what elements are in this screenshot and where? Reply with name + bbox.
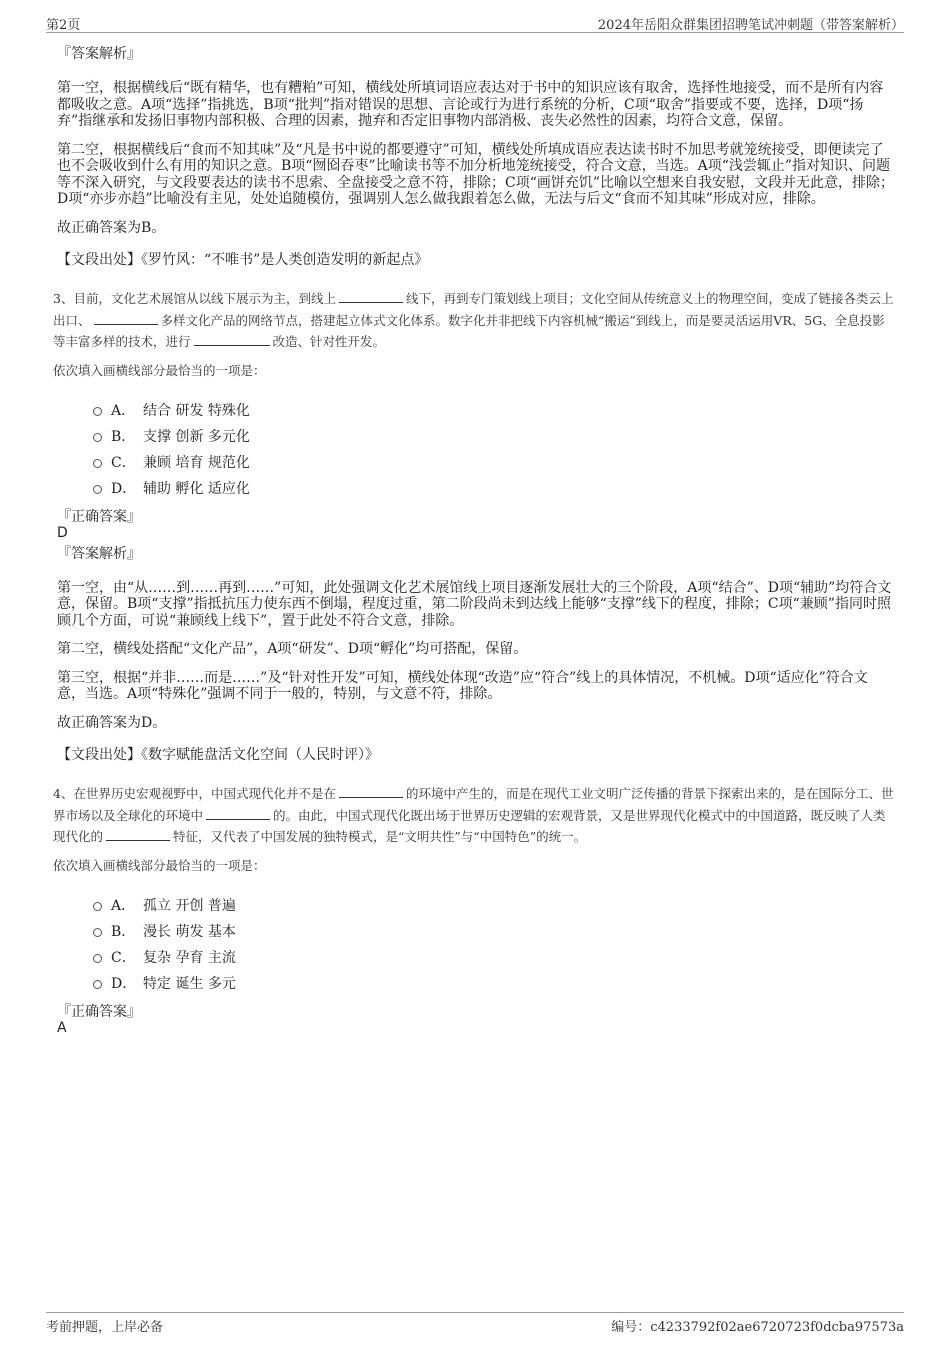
question-3-stem — [53, 288, 895, 353]
radio-icon[interactable] — [93, 485, 102, 494]
analysis-label: 『答案解析』 — [57, 46, 141, 62]
option-d[interactable]: D． 辅助 孵化 适应化 — [93, 475, 895, 501]
footer-slogan: 考前押题，上岸必备 — [46, 1320, 164, 1335]
radio-icon[interactable] — [93, 459, 102, 468]
page-footer — [46, 1312, 904, 1335]
analysis-paragraph: 第二空，横线处搭配“文化产品”，A项“研发”、D项“孵化”均可搭配，保留。 — [57, 641, 528, 657]
page-number: 第2页 — [46, 18, 81, 33]
radio-icon[interactable] — [93, 928, 102, 937]
document-title: 2024年岳阳众群集团招聘笔试冲刺题（带答案解析） — [597, 18, 904, 33]
blank-line — [339, 785, 403, 798]
stem-text: 线下，再到专门策划线上项目；文化空间从传统意义上的物理空间，变成了链接各类云上出口、 — [53, 291, 894, 328]
correct-answer: A — [57, 1019, 67, 1036]
conclusion: 故正确答案为B。 — [57, 219, 166, 236]
blank-line — [106, 828, 170, 841]
correct-answer-label: 『正确答案』 — [57, 508, 141, 525]
blank-line — [94, 312, 158, 325]
options-list — [93, 892, 895, 996]
stem-text: 特征，又代表了中国发展的独特模式，是“文明共性”与“中国特色”的统一。 — [173, 829, 587, 844]
analysis-paragraph: 第二空，根据横线后“食而不知其味”及“凡是书中说的都要遵守”可知，横线处所填成语应表达读书时不加思考就笼统接受，即便读完了也不会吸收到什么有用的知识之意。B项“囫囵吞枣”比喻读书等不加分析地笼统接受，符合文意，当选。A项“浅尝辄止”指对知识、问题等不深入研究，与文段要表达的读书不思索、全盘接受之意不符，排除；C项“画饼充饥”比喻以空想来自我安慰，文段并无此意，排除；D项“亦步亦趋”比喻没有主见，处处追随模仿，强调别人怎么做我跟着怎么做，无法与后文“食而不知其味”形成对应，排除。 — [57, 141, 895, 207]
options-list — [93, 397, 895, 501]
analysis-label: 『答案解析』 — [57, 545, 141, 562]
option-a[interactable]: A． 孤立 开创 普遍 — [93, 892, 895, 918]
page-header — [46, 14, 904, 33]
radio-icon[interactable] — [93, 954, 102, 963]
source-citation: 【文段出处】《数字赋能盘活文化空间（人民时评）》 — [57, 747, 379, 763]
stem-text: 3、目前，文化艺术展馆从以线下展示为主，到线上 — [53, 291, 336, 306]
source-citation: 【文段出处】《罗竹风：“不唯书”是人类创造发明的新起点》 — [57, 252, 429, 268]
question-instruction: 依次填入画横线部分最恰当的一项是： — [53, 362, 266, 378]
stem-text: 改造、针对性开发。 — [272, 334, 386, 349]
question-4-stem — [53, 783, 895, 848]
radio-icon[interactable] — [93, 902, 102, 911]
radio-icon[interactable] — [93, 433, 102, 442]
option-c[interactable]: C． 兼顾 培育 规范化 — [93, 449, 895, 475]
document-id: 编号：c4233792f02ae6720723f0dcba97573a — [611, 1320, 904, 1335]
conclusion: 故正确答案为D。 — [57, 714, 167, 731]
option-c[interactable]: C． 复杂 孕育 主流 — [93, 944, 895, 970]
blank-line — [339, 290, 403, 303]
radio-icon[interactable] — [93, 980, 102, 989]
blank-line — [206, 807, 270, 820]
option-d[interactable]: D． 特定 诞生 多元 — [93, 970, 895, 996]
stem-text: 的。由此，中国式现代化既出场于世界历史逻辑的宏观背景，又是世界现代化模式中的中国道路，既反映了人类现代化的 — [53, 807, 886, 844]
option-b[interactable]: B． 漫长 萌发 基本 — [93, 918, 895, 944]
question-instruction: 依次填入画横线部分最恰当的一项是： — [53, 857, 266, 873]
analysis-paragraph: 第三空，根据“并非……而是……”及“针对性开发”可知，横线处体现“改造”应“符合”线上的具体情况，不机械。D项“适应化”符合文意，当选。A项“特殊化”强调不同于一般的，特别，与文意不符，排除。 — [57, 669, 868, 702]
stem-text: 的环境中产生的，而是在现代工业文明广泛传播的背景下探索出来的，是在国际分工、世界市场以及全球化的环境中 — [53, 786, 894, 823]
correct-answer-label: 『正确答案』 — [57, 1003, 141, 1020]
option-b[interactable]: B． 支撑 创新 多元化 — [93, 423, 895, 449]
stem-text: 多样文化产品的网络节点，搭建起立体式文化体系。数字化并非把线下内容机械“搬运”到线上，而是要灵活运用VR、5G、全息投影等丰富多样的技术，进行 — [53, 312, 885, 349]
option-a[interactable]: A． 结合 研发 特殊化 — [93, 397, 895, 423]
radio-icon[interactable] — [93, 407, 102, 416]
correct-answer: D — [57, 524, 68, 541]
analysis-paragraph: 第一空，由“从……到……再到……”可知，此处强调文化艺术展馆线上项目逐渐发展壮大的三个阶段，A项“结合”、D项“辅助”均符合文意，保留。B项“支撑”指抵抗压力使东西不倒塌，程度过重，第二阶段尚未到达线上能够“支撑”线下的程度，排除；C项“兼顾”指同时照顾几个方面，可说“兼顾线上线下”，置于此处不符合文意，排除。 — [57, 579, 892, 629]
analysis-paragraph: 第一空，根据横线后“既有精华，也有糟粕”可知，横线处所填词语应表达对于书中的知识应该有取舍，选择性地接受，而不是所有内容都吸收之意。A项“选择”指挑选，B项“批判”指对错误的思想、言论或行为进行系统的分析，C项“取舍”指要或不要，选择，D项“扬弃”指继承和发扬旧事物内部积极、合理的因素，抛弃和否定旧事物内部消极、丧失必然性的因素，均符合文意，保留。 — [57, 80, 884, 129]
blank-line — [194, 333, 270, 346]
main-content — [53, 46, 895, 1041]
stem-text: 4、在世界历史宏观视野中，中国式现代化并不是在 — [53, 786, 336, 801]
